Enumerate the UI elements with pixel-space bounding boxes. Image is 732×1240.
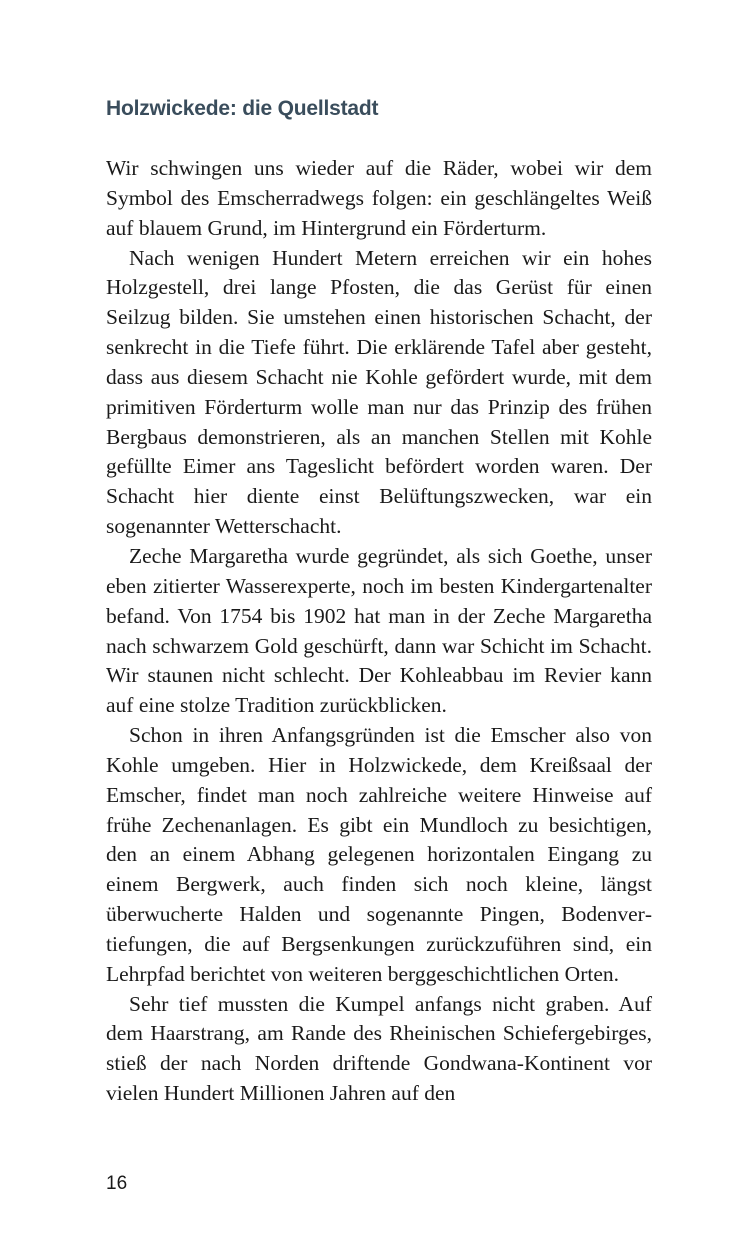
paragraph-5: Sehr tief mussten die Kumpel anfangs nicht graben. Auf dem Haarstrang, am Rande des Rheinischen Schiefergebirges, stieß der nach Norden driftende Gondwana-Kontinent vor vielen Hundert Millionen Jahren auf den (106, 991, 652, 1106)
page-number: 16 (106, 1173, 128, 1194)
paragraph-4: Schon in ihren Anfangsgründen ist die Emscher also von Kohle umgeben. Hier in Holzwickede, dem Kreißsaal der Emscher, findet man noch zahlreiche weitere Hinweise auf frühe Zechenanlagen. Es gibt ein Mundloch zu besichtigen, den an einem Abhang gelegenen horizontalen Eingang zu einem Bergwerk, auch finden sich noch kleine, längst überwucherte Halden und sogenannte Pingen, Bodenvertiefungen, die auf Bergsenkungen zurückzuführen sind, ein Lehrpfad berichtet von weiteren berggeschichtlichen Orten. (106, 723, 652, 986)
paragraph-1: Wir schwingen uns wieder auf die Räder, wobei wir dem Symbol des Emscherradwegs folgen: ein geschlängeltes Weiß auf blauem Grund, im Hintergrund ein Förderturm. (106, 156, 652, 240)
body-text (106, 154, 652, 1109)
paragraph-3: Zeche Margaretha wurde gegründet, als sich Goethe, unser eben zitierter Wasserexperte, noch im besten Kindergartenalter befand. Von 1754 bis 1902 hat man in der Zeche Margaretha nach schwarzem Gold geschürft, dann war Schicht im Schacht. Wir staunen nicht schlecht. Der Kohleabbau im Revier kann auf eine stolze Tradition zurückblicken. (106, 543, 652, 718)
section-heading: Holzwickede: die Quellstadt (106, 97, 379, 120)
paragraph-2: Nach wenigen Hundert Metern erreichen wir ein hohes Holzgestell, drei lange Pfosten, die das Gerüst für einen Seilzug bilden. Sie umstehen einen historischen Schacht, der senkrecht in die Tiefe führt. Die erklärende Tafel aber gesteht, dass aus diesem Schacht nie Kohle gefördert wurde, mit dem primitiven Förderturm wolle man nur das Prinzip des frühen Bergbaus demonstrieren, als an manchen Stellen mit Kohle gefüllte Eimer ans Tageslicht befördert worden waren. Der Schacht hier diente einst Belüftungszwecken, war ein sogenannter Wetterschacht. (106, 245, 652, 539)
